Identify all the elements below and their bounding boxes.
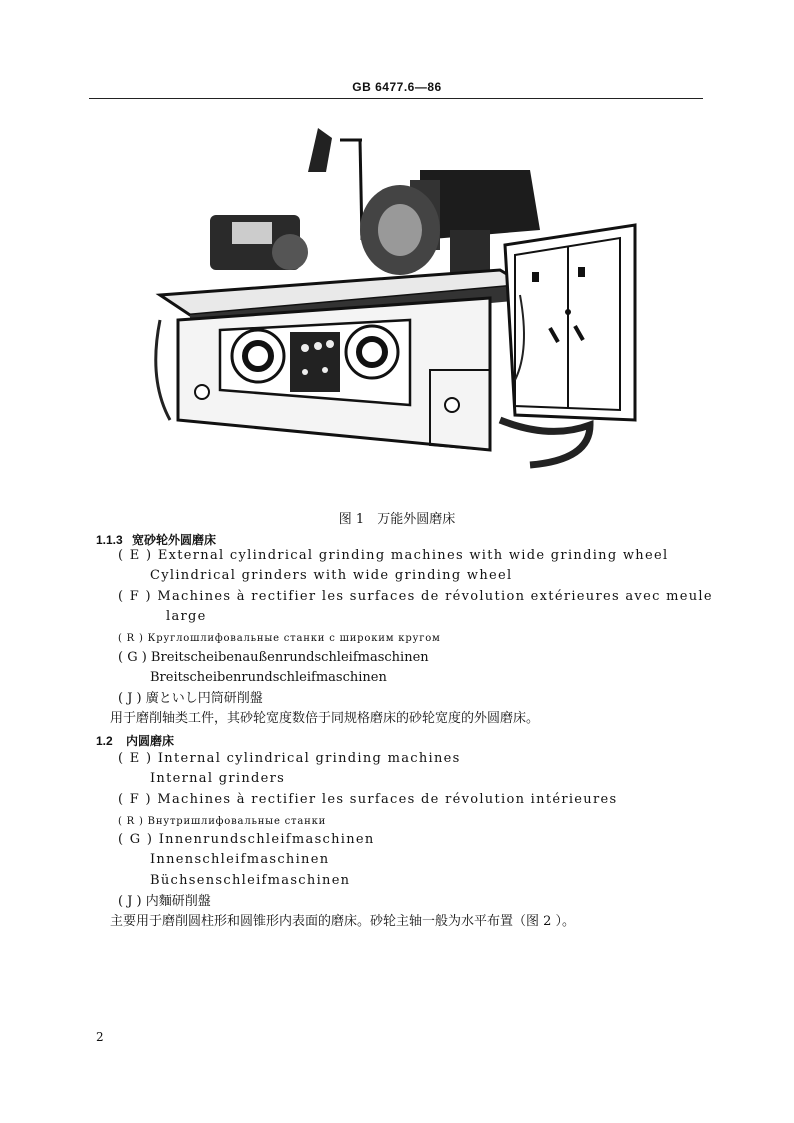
figure-caption: 图 1 万能外圆磨床 <box>338 512 456 527</box>
section-title: 内圆磨床 <box>126 734 175 748</box>
grinding-machine-illustration <box>150 120 650 490</box>
term-french: ( F ) Machines à rectifier les surfaces de révolution intérieures <box>118 792 618 807</box>
term-german: ( G ) Innenrundschleifmaschinen <box>118 832 375 847</box>
section-description: 主要用于磨削圆柱形和圆锥形内表面的磨床。砂轮主轴一般为水平布置（图 2 ）。 <box>110 914 576 929</box>
term-english: ( E ) Internal cylindrical grinding machines <box>118 751 461 766</box>
term-french: ( F ) Machines à rectifier les surfaces de révolution extérieures avec meule <box>118 589 713 604</box>
term-german-alt: Innenschleifmaschinen <box>150 852 330 867</box>
term-german-alt: Breitscheibenrundschleifmaschinen <box>150 670 387 685</box>
term-japanese: ( J ) 廣といし円筒研削盤 <box>118 691 263 706</box>
term-english: ( E ) External cylindrical grinding machines with wide grinding wheel <box>118 548 669 563</box>
term-japanese: ( J ) 内麵研削盤 <box>118 894 211 909</box>
term-german: ( G ) Breitscheibenaußenrundschleifmaschinen <box>118 650 429 665</box>
term-german-alt-2: Büchsenschleifmaschinen <box>150 873 351 888</box>
section-number: 1.1.3 <box>96 533 123 547</box>
section-number: 1.2 <box>96 734 113 748</box>
document-header: GB 6477.6—86 <box>352 80 442 94</box>
page-number: 2 <box>96 1030 104 1044</box>
term-russian: ( R ) Круглошлифовальные станки с широким кругом <box>118 633 441 644</box>
term-russian: ( R ) Внутришлифовальные станки <box>118 816 327 827</box>
term-french-cont: large <box>166 609 207 624</box>
header-rule <box>89 98 703 99</box>
section-heading-1-1-3 <box>96 532 216 548</box>
term-english-alt: Internal grinders <box>150 771 286 786</box>
term-english-alt: Cylindrical grinders with wide grinding wheel <box>150 568 513 583</box>
section-title: 宽砂轮外圆磨床 <box>132 533 217 547</box>
section-heading-1-2 <box>96 733 174 749</box>
section-description: 用于磨削轴类工件，其砂轮宽度数倍于同规格磨床的砂轮宽度的外圆磨床。 <box>110 711 540 726</box>
